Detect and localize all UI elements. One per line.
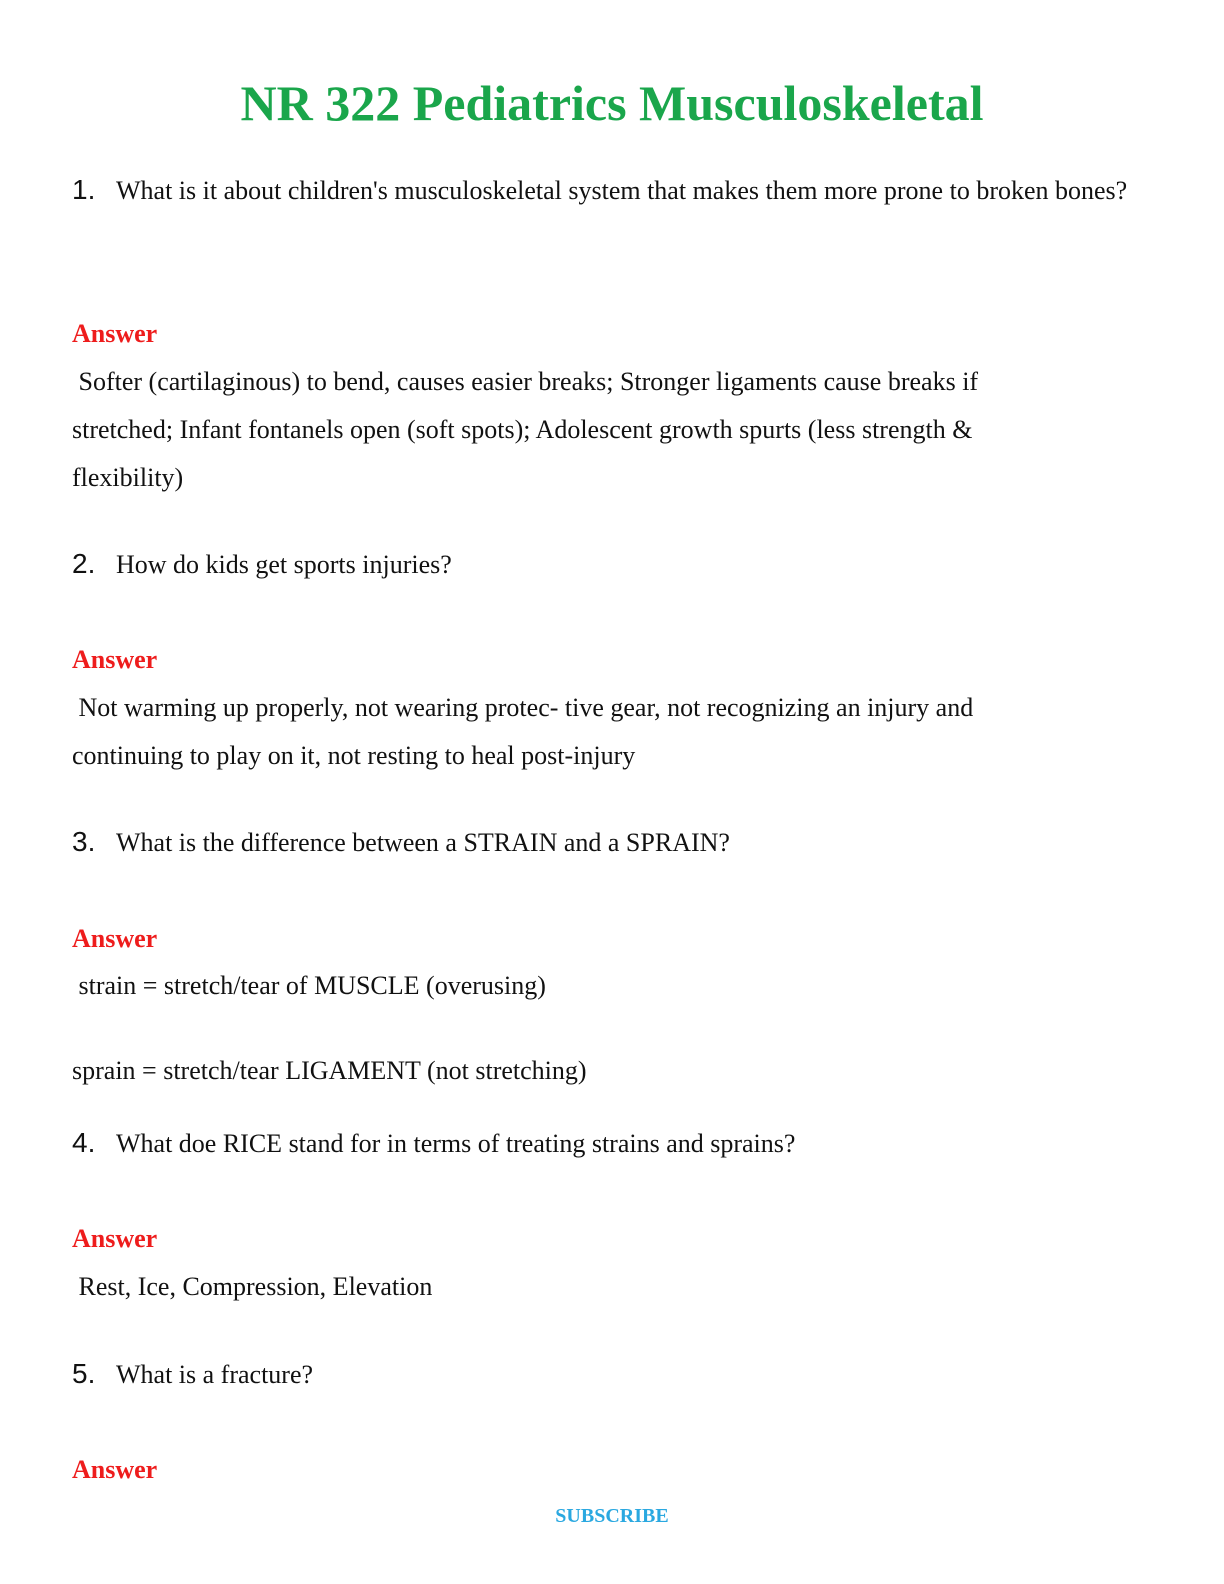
question-text: What is a fracture? <box>116 1360 314 1389</box>
answer-1: Softer (cartilaginous) to bend, causes easier breaks; Stronger ligaments cause breaks if stretched; Infant fontanels open (soft spots); Adolescent growth spurts (less strength & flexibility) <box>72 367 985 492</box>
subscribe-link[interactable]: SUBSCRIBE <box>555 1505 669 1527</box>
answer-label-3: Answer <box>72 924 158 953</box>
question-2 <box>72 540 1152 589</box>
answer-label-1: Answer <box>72 319 158 348</box>
question-number: 2. <box>72 548 96 579</box>
question-text: What doe RICE stand for in terms of treating strains and sprains? <box>116 1129 796 1158</box>
question-1 <box>72 166 1152 215</box>
question-4 <box>72 1119 1152 1168</box>
answer-3-extra: sprain = stretch/tear LIGAMENT (not stretching) <box>72 1056 587 1085</box>
answer-label-5: Answer <box>72 1455 158 1484</box>
document-title: NR 322 Pediatrics Musculoskeletal <box>240 75 984 131</box>
question-3 <box>72 818 1152 867</box>
question-number: 5. <box>72 1358 96 1389</box>
question-number: 3. <box>72 826 96 857</box>
question-text: How do kids get sports injuries? <box>116 550 452 579</box>
answer-3: strain = stretch/tear of MUSCLE (overusing) <box>72 971 546 1000</box>
question-number: 4. <box>72 1127 96 1158</box>
answer-2: Not warming up properly, not wearing protec- tive gear, not recognizing an injury and continuing to play on it, not resting to heal post-injury <box>72 693 980 770</box>
question-number: 1. <box>72 174 96 205</box>
question-5 <box>72 1350 1152 1399</box>
answer-label-4: Answer <box>72 1224 158 1253</box>
question-text: What is the difference between a STRAIN and a SPRAIN? <box>116 828 730 857</box>
question-text: What is it about children's musculoskeletal system that makes them more prone to broken bones? <box>116 176 1128 205</box>
answer-label-2: Answer <box>72 645 158 674</box>
answer-4: Rest, Ice, Compression, Elevation <box>72 1272 433 1301</box>
